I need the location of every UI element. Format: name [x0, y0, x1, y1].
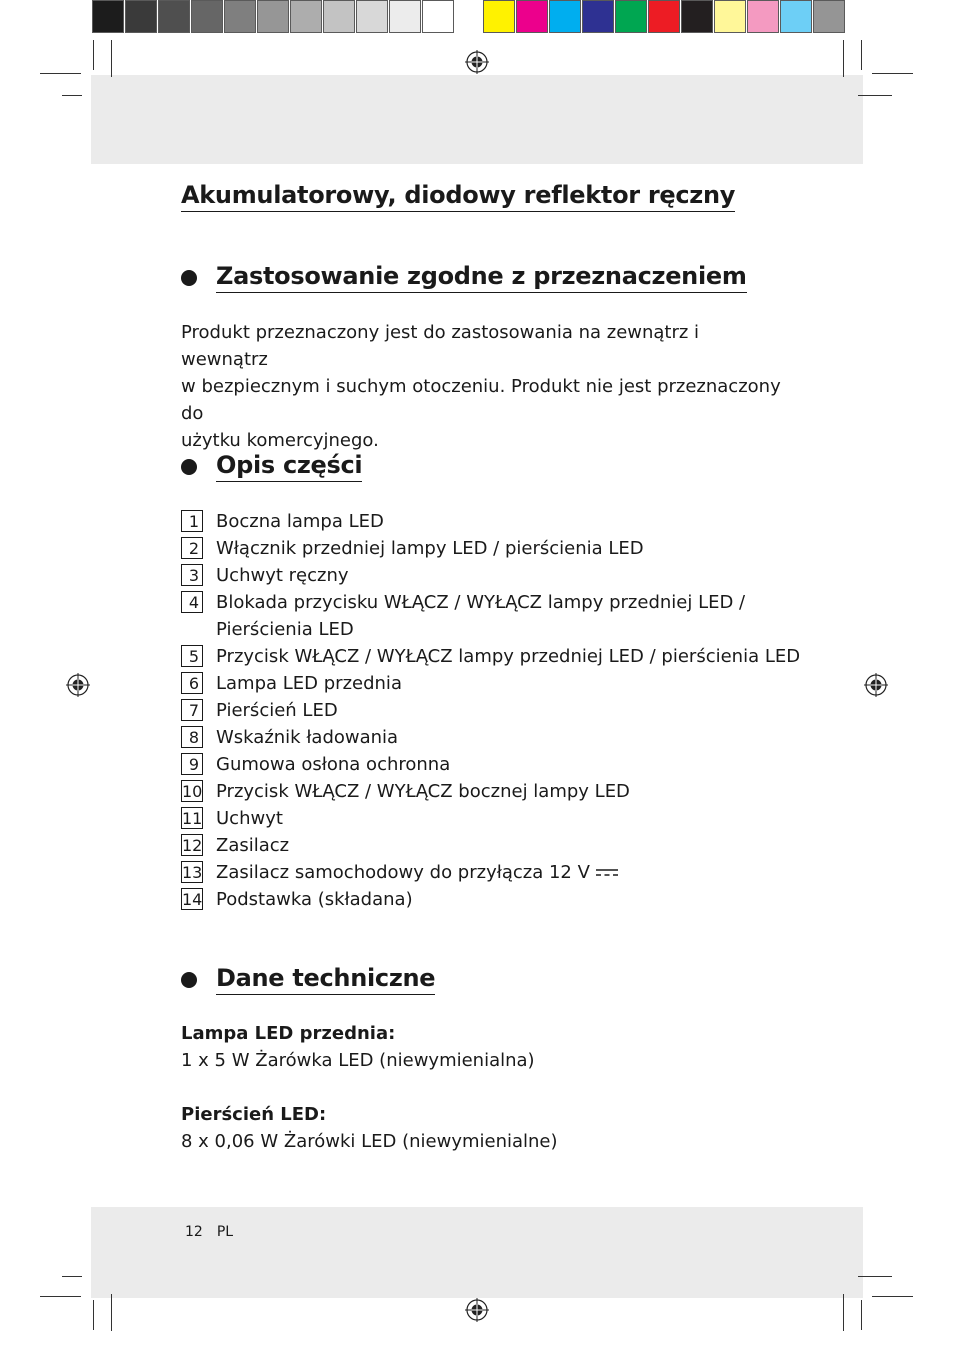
part-number: 1 — [181, 510, 203, 532]
crop-mark — [858, 95, 892, 96]
part-label-line: Włącznik przedniej lampy LED / pierścienia LED — [216, 538, 644, 559]
part-label — [216, 697, 338, 724]
crop-mark — [861, 1300, 862, 1330]
part-number: 6 — [181, 672, 203, 694]
language-code: PL — [216, 1224, 234, 1240]
section-title: Opis części — [216, 451, 362, 482]
part-item — [181, 859, 801, 886]
color-swatch — [356, 0, 388, 33]
color-swatch — [681, 0, 713, 33]
part-label — [216, 886, 413, 913]
part-label-line: Lampa LED przednia — [216, 673, 402, 694]
dc-current-icon — [596, 867, 618, 877]
color-swatch — [549, 0, 581, 33]
part-label — [216, 670, 402, 697]
part-label — [216, 643, 800, 670]
part-label — [216, 562, 349, 589]
page-footer — [185, 1224, 233, 1240]
part-item — [181, 535, 801, 562]
color-swatch — [582, 0, 614, 33]
crop-mark — [111, 1294, 112, 1331]
page-title: Akumulatorowy, diodowy reflektor ręczny — [181, 181, 735, 212]
crop-mark — [111, 40, 112, 77]
part-item — [181, 562, 801, 589]
crop-mark — [40, 73, 81, 74]
crop-mark — [861, 40, 862, 70]
color-swatch — [615, 0, 647, 33]
color-swatch — [323, 0, 355, 33]
part-item — [181, 508, 801, 535]
color-swatch — [191, 0, 223, 33]
part-label — [216, 535, 644, 562]
part-label-line: Przycisk WŁĄCZ / WYŁĄCZ lampy przedniej LED / pierścienia LED — [216, 646, 801, 667]
part-label-line: Zasilacz samochodowy do przyłącza 12 V — [216, 862, 590, 883]
color-calibration-bar-grey — [92, 0, 455, 35]
part-label-line: Boczna lampa LED — [216, 511, 384, 532]
tech-ring-value: 8 x 0,06 W Żarówki LED (niewymienialne) — [181, 1131, 558, 1152]
crop-mark — [858, 1276, 892, 1277]
part-number: 10 — [182, 782, 203, 801]
section-title: Dane techniczne — [216, 964, 435, 995]
part-item — [181, 886, 801, 913]
crop-mark — [62, 1276, 82, 1277]
color-swatch — [516, 0, 548, 33]
part-number: 14 — [182, 890, 203, 909]
part-label-line: Pierścienia LED — [216, 619, 354, 640]
part-item — [181, 643, 801, 670]
part-item — [181, 670, 801, 697]
part-label-line: Pierścień LED — [216, 700, 338, 721]
crop-mark — [93, 1300, 94, 1330]
color-swatch — [158, 0, 190, 33]
section-heading-parts — [181, 451, 362, 482]
part-item — [181, 724, 801, 751]
part-item — [181, 805, 801, 832]
paragraph-line: w bezpiecznym i suchym otoczeniu. Produkt nie jest przeznaczony do — [181, 376, 781, 424]
tech-ring-label: Pierścień LED: — [181, 1104, 327, 1125]
tech-front-label: Lampa LED przednia: — [181, 1023, 396, 1044]
page-number: 12 — [185, 1224, 203, 1240]
registration-mark-icon — [864, 673, 888, 697]
part-number: 12 — [182, 836, 203, 855]
registration-mark-icon — [66, 673, 90, 697]
section-heading-intended-use — [181, 262, 747, 293]
color-swatch — [422, 0, 454, 33]
header-band — [91, 75, 863, 164]
crop-mark — [843, 1294, 844, 1331]
part-label-line: Zasilacz — [216, 835, 290, 856]
color-swatch — [747, 0, 779, 33]
part-label-line: Uchwyt ręczny — [216, 565, 349, 586]
part-label — [216, 805, 283, 832]
registration-mark-icon — [465, 1298, 489, 1322]
bullet-icon — [181, 270, 197, 286]
paragraph-line: Produkt przeznaczony jest do zastosowania na zewnątrz i wewnątrz — [181, 322, 700, 370]
color-swatch — [125, 0, 157, 33]
part-label — [216, 589, 745, 643]
registration-mark-icon — [465, 50, 489, 74]
crop-mark — [40, 1296, 81, 1297]
color-swatch — [224, 0, 256, 33]
color-swatch — [389, 0, 421, 33]
part-label-line: Blokada przycisku WŁĄCZ / WYŁĄCZ lampy przedniej LED / — [216, 592, 746, 613]
part-number: 8 — [181, 726, 203, 748]
footer-band — [91, 1207, 863, 1298]
part-label-line: Gumowa osłona ochronna — [216, 754, 451, 775]
color-swatch — [483, 0, 515, 33]
part-number: 11 — [182, 809, 203, 828]
part-number: 13 — [182, 863, 203, 882]
part-number: 5 — [181, 645, 203, 667]
part-item — [181, 589, 801, 643]
part-label-line: Wskaźnik ładowania — [216, 727, 399, 748]
intended-use-paragraph — [181, 319, 781, 454]
part-number: 2 — [181, 537, 203, 559]
part-number: 9 — [181, 753, 203, 775]
part-number: 7 — [181, 699, 203, 721]
part-item — [181, 832, 801, 859]
part-label — [216, 778, 630, 805]
bullet-icon — [181, 972, 197, 988]
color-swatch — [813, 0, 845, 33]
color-calibration-bar-color — [483, 0, 846, 35]
crop-mark — [843, 40, 844, 77]
color-swatch — [92, 0, 124, 33]
part-number: 3 — [181, 564, 203, 586]
part-label-line: Podstawka (składana) — [216, 889, 413, 910]
part-label — [216, 832, 289, 859]
crop-mark — [93, 40, 94, 70]
section-heading-tech — [181, 964, 435, 995]
part-label — [216, 859, 618, 886]
color-swatch — [780, 0, 812, 33]
color-swatch — [290, 0, 322, 33]
part-label-line: Uchwyt — [216, 808, 283, 829]
part-label — [216, 508, 384, 535]
color-swatch — [257, 0, 289, 33]
part-item — [181, 778, 801, 805]
part-label — [216, 751, 450, 778]
color-swatch — [714, 0, 746, 33]
color-swatch — [648, 0, 680, 33]
part-label-line: Przycisk WŁĄCZ / WYŁĄCZ bocznej lampy LED — [216, 781, 630, 802]
parts-list — [181, 508, 801, 913]
part-item — [181, 697, 801, 724]
section-title: Zastosowanie zgodne z przeznaczeniem — [216, 262, 747, 293]
paragraph-line: użytku komercyjnego. — [181, 430, 379, 451]
crop-mark — [62, 95, 82, 96]
tech-front-value: 1 x 5 W Żarówka LED (niewymienialna) — [181, 1050, 535, 1071]
part-item — [181, 751, 801, 778]
part-label — [216, 724, 398, 751]
crop-mark — [872, 73, 913, 74]
bullet-icon — [181, 459, 197, 475]
crop-mark — [872, 1296, 913, 1297]
part-number: 4 — [181, 591, 203, 613]
